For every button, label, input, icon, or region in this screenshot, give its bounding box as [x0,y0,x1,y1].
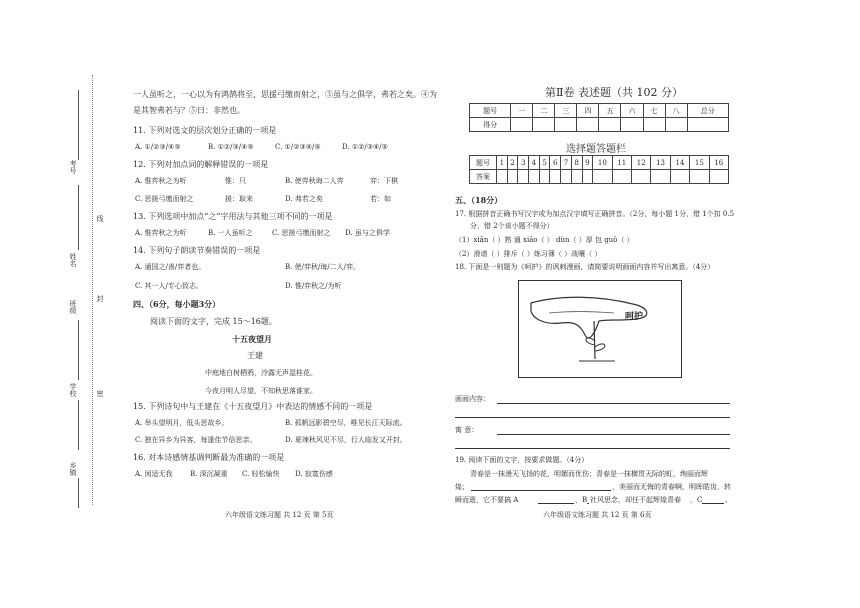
answer-table-header [470,156,729,170]
score-cell[interactable] [555,118,577,132]
q18-stem: 18. 下面是一则题为《呵护》的讽刺漫画，请简要说明画面内容并写出寓意。（4分） [455,263,715,271]
margin-xiangzhen: 乡镇 [69,462,77,476]
q12-option-c-gloss: 援：取来 [225,195,253,203]
footer-right: 六年级语文练习题 共 12 页 第 6页 [543,511,652,519]
xiangzhen-line [78,478,79,508]
answer-cell[interactable] [593,170,612,184]
answer-table [469,155,729,184]
q17-stem-cont: 分，错 2个该小题不得分） [470,222,554,230]
picture-answer-line-2[interactable] [455,417,730,418]
ans-head-cell: 10 [593,156,612,170]
cartoon-frame [518,280,682,378]
q12-option-d[interactable]: D. 弗若之矣 [285,195,323,203]
answer-cell[interactable] [690,170,709,184]
answer-table-title: 选择题答题栏 [566,144,626,155]
ans-head-cell: 8 [571,156,582,170]
footer-left: 六年级语文练习题 共 12 页 第 5页 [225,511,334,519]
picture-answer-line-1[interactable] [497,403,730,404]
score-table-row [470,118,729,132]
score-cell[interactable] [599,118,621,132]
ans-head-cell: 16 [709,156,728,170]
q19-blank-a[interactable] [538,503,574,504]
answer-cell[interactable] [670,170,689,184]
q15-option-c[interactable]: C. 独在异乡为异客，每逢佳节倍思亲。 [135,436,257,444]
score-cell[interactable] [621,118,643,132]
answer-cell[interactable] [631,170,650,184]
q12-option-c[interactable]: C. 思援弓缴而射之 [135,195,194,203]
q19-blank-c[interactable] [702,503,724,504]
answer-table-row [470,170,729,184]
xuexiao-line [78,400,79,450]
q19-passage-line-3c: ，C [690,496,703,504]
score-head-cell: 五 [599,104,621,118]
meaning-label: 寓 意： [455,426,479,434]
score-cell[interactable] [511,118,533,132]
score-cell[interactable] [643,118,665,132]
q19-blank-main[interactable] [471,490,611,491]
kaohao-line [78,90,79,160]
margin-xuexiao: 学校 [69,383,77,397]
ans-head-cell: 15 [690,156,709,170]
q19-passage-line-2b: ，美丽而无悔的青春啊，明晖皓齿，转 [612,483,731,491]
q16-option-a[interactable]: A. 闲适无我 [135,470,173,478]
binding-line [92,75,93,505]
score-head-cell: 六 [621,104,643,118]
ans-head-cell: 14 [670,156,689,170]
score-head-cell: 四 [577,104,599,118]
score-head-cell: 三 [555,104,577,118]
passage-line-1: 一人虽听之，一心以为有鸿鹄将至，思援弓缴而射之，③虽与之俱学，弗若之矣。④为 [133,90,437,99]
q12-option-a-gloss: 惟：只 [225,177,246,185]
answer-cell[interactable] [497,170,508,184]
q15-stem: 15. 下列诗句中与王建在《十五夜望月》中表达的情感不同的一项是 [133,402,373,411]
q19-passage-line-3b: ，B [575,496,588,504]
ans-head-cell: 1 [497,156,508,170]
q12-option-d-gloss: 若：如 [370,195,391,203]
ans-head-cell: 5 [539,156,550,170]
q12-stem: 12. 下列对加点词的解释错误的一项是 [133,160,269,169]
answer-cell[interactable] [612,170,631,184]
ans-row-label: 答案 [470,170,497,184]
q19-passage-line-2a: 煌； [455,483,469,491]
score-head-cell: 题号 [470,104,511,118]
meaning-answer-line-1[interactable] [497,434,730,435]
q19-passage-line-1: 青春是一抹漫天飞扬的花，明媚而优伤；青春是一抹横贯天际的虹，绚丽而辉 [470,470,708,478]
score-cell[interactable] [533,118,555,132]
q16-option-d[interactable]: D. 寂寞伤感 [295,470,333,478]
q14-option-c[interactable]: C. 其一人/专心致志。 [135,282,203,290]
score-cell[interactable] [687,118,728,132]
q11-option-c[interactable]: C. ①/②③④/⑤ [275,143,321,151]
ans-head-cell: 13 [651,156,670,170]
score-row-label: 得分 [470,118,511,132]
score-head-cell: 总分 [687,104,728,118]
answer-cell[interactable] [529,170,540,184]
q14-option-d[interactable]: D. 惟/弈秋之/为听 [285,282,342,290]
score-cell[interactable] [665,118,687,132]
reading-instruction: 阅读下面的文字，完成 15～16题。 [150,317,277,326]
cartoon-caption: 呵护 [625,312,644,322]
answer-cell[interactable] [582,170,593,184]
margin-xingming: 姓名 [69,253,77,267]
score-head-cell: 八 [665,104,687,118]
answer-cell[interactable] [550,170,561,184]
q15-option-d[interactable]: D. 夏竦秋风见不尽，行人临发又开封。 [285,436,407,444]
answer-cell[interactable] [507,170,518,184]
margin-banji: 班级 [69,300,77,314]
part-2-title: 第Ⅱ卷 表述题（共 102 分） [545,86,683,99]
q17-part-1[interactable]: （1）xiān（ ）熟 通 xiāo（ ） dùn（ ）厚 包 guō（ ） [455,236,634,244]
ans-head-cell: 2 [507,156,518,170]
section-5-heading: 五、（18分） [455,195,503,205]
q13-stem: 13. 下列选项中加点“之”字用法与其他三项不同的一项是 [133,212,333,221]
answer-cell[interactable] [709,170,728,184]
ans-head-cell: 3 [518,156,529,170]
q14-option-b[interactable]: B. 使/弈秋/诲/二人/弈。 [285,263,361,271]
score-head-cell: 七 [643,104,665,118]
score-cell[interactable] [577,118,599,132]
score-table [469,103,729,132]
passage-line-2: 是其智弗若与？⑤曰：非然也。 [133,106,245,115]
q12-option-b-gloss: 弈：下棋 [370,177,398,185]
meaning-answer-line-2[interactable] [455,448,730,449]
answer-cell[interactable] [518,170,529,184]
q19-stem: 19. 阅读下面的文字，按要求做题。（4分） [455,456,589,464]
q16-stem: 16. 对本诗感情基调判断最为准确的一项是 [133,453,285,462]
score-head-cell: 一 [511,104,533,118]
q13-option-c[interactable]: C. 思援弓缴而射之 [272,229,331,237]
xingming-line [78,185,79,250]
margin-kaohao: 考号 [69,160,77,174]
q13-option-d[interactable]: D. 虽与之俱学 [345,229,390,237]
score-table-header [470,104,729,118]
ans-head-cell: 9 [582,156,593,170]
q16-option-b[interactable]: B. 深沉凝重 [190,470,228,478]
ans-head-cell: 11 [612,156,631,170]
q17-part-2[interactable]: （2）滑谱（ ）排斥（ ）练习簿（ ）战嚷（ ） [455,250,602,258]
score-head-cell: 二 [533,104,555,118]
q13-option-a[interactable]: A. 惟弈秋之为听 [135,229,187,237]
ans-head-cell: 12 [631,156,650,170]
section-4-heading: 四、（6分，每小题3分） [133,299,221,309]
ans-head-cell: 6 [550,156,561,170]
q11-stem: 11. 下列对选文的层次划分正确的一项是 [133,126,277,135]
poem-line-1: 中庭地白树栖鸦，冷露无声湿桂花。 [205,369,317,377]
q17-stem: 17. 根据拼音正确书写汉字或为加点汉字填写正确拼音。（2分，每小题 1分，错 1个扣 0.5 [455,210,735,218]
q15-option-a[interactable]: A. 举头望明月，低头思故乡。 [135,419,229,427]
picture-label: 画面内容： [455,395,490,403]
q11-option-a[interactable]: A. ①/②③/④⑤ [135,143,181,151]
poem-author: 王建 [247,351,263,360]
q19-passage-line-3d: 。 [725,496,732,504]
ans-head-cell: 4 [529,156,540,170]
poem-title: 十五夜望月 [232,334,272,344]
q16-option-c[interactable]: C. 轻松愉快 [242,470,280,478]
q11-option-d[interactable]: D. ①②/③④/⑤ [342,143,388,151]
margin-xian: 线 [96,215,104,222]
ans-head-cell: 7 [561,156,572,170]
answer-cell[interactable] [539,170,550,184]
answer-cell[interactable] [651,170,670,184]
q15-option-b[interactable]: B. 孤帆远影碧空尽，唯见长江天际流。 [285,419,407,427]
q19-passage-line-3a: 瞬而逝，它不要搞 A [455,496,519,504]
q14-stem: 14. 下列句子朗读节奏错误的一项是 [133,246,261,255]
q19-blank-b[interactable] [587,503,589,504]
q12-option-b[interactable]: B. 使弈秋诲二人弈 [285,177,344,185]
margin-mi: 密 [96,390,104,397]
q19-passage-line-3-mid: 社风思念，却任不起辉煌青春 [590,496,681,504]
cartoon-hand-plant-illustration [519,281,681,377]
q12-option-a[interactable]: A. 惟弈秋之为听 [135,177,187,185]
ans-head-cell: 题号 [470,156,497,170]
q13-option-b[interactable]: B. 一人虽听之 [208,229,253,237]
poem-line-2: 今夜月明人尽望，不知秋思落谁家。 [205,387,317,395]
banji-line [78,320,79,380]
q14-option-a[interactable]: A. 通国之/善/弈者也。 [135,263,206,271]
answer-cell[interactable] [561,170,572,184]
q11-option-b[interactable]: B. ①②/③/④⑤ [208,143,254,151]
answer-cell[interactable] [571,170,582,184]
margin-feng: 封 [96,295,104,302]
